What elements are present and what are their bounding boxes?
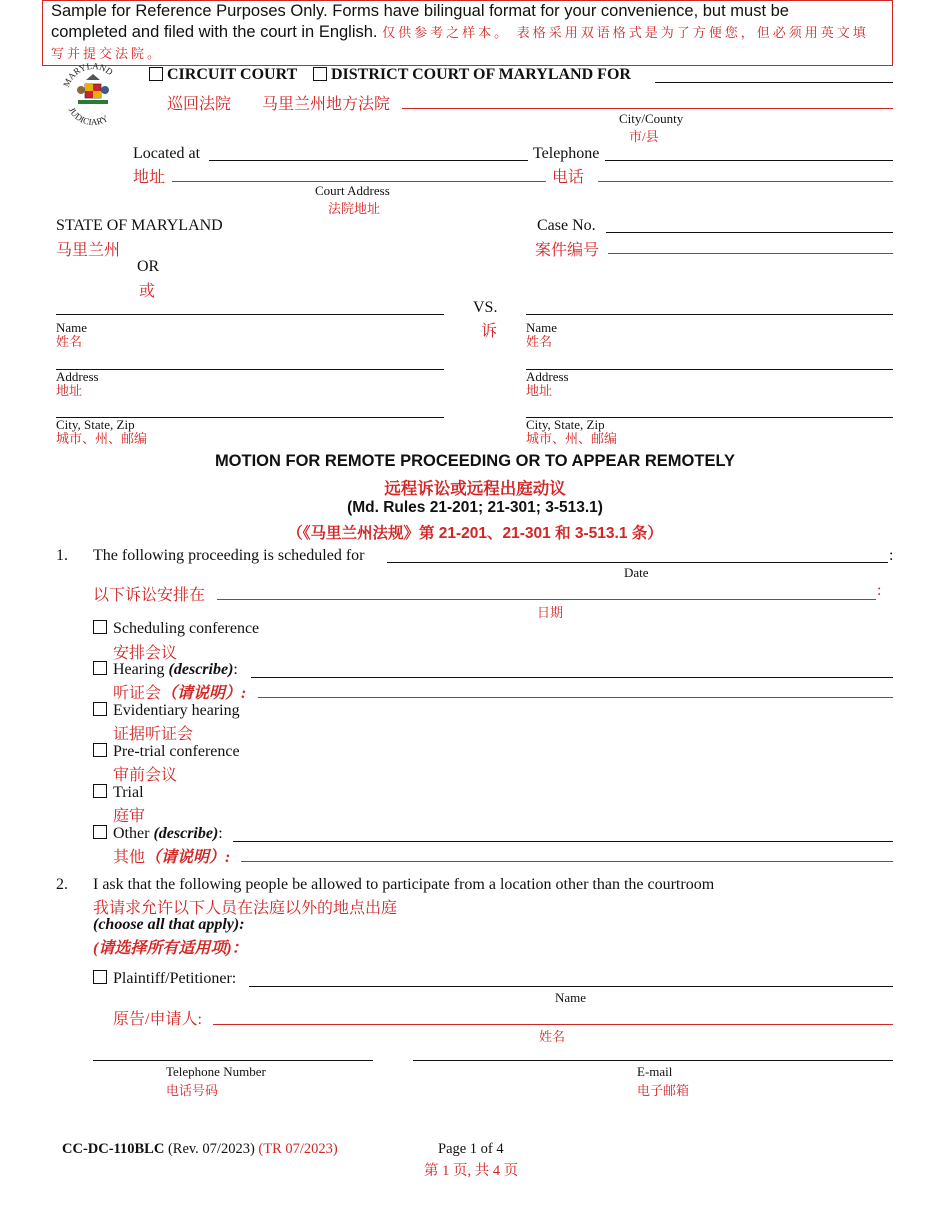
plaintiff-label: Plaintiff/Petitioner: — [113, 970, 237, 987]
form-id: CC-DC-110BLC — [62, 1141, 165, 1157]
case-no-label: Case No. — [537, 217, 596, 234]
form-title-cn: 远程诉讼或远程出庭动议 — [384, 480, 566, 498]
other-label-text-cn: 其他 — [113, 849, 146, 866]
email-caption-cn: 电子邮箱 — [637, 1083, 690, 1098]
seal-bottom-text: JUDICIARY — [66, 105, 110, 128]
trial-label-cn: 庭审 — [113, 808, 146, 825]
court-address-field-cn[interactable] — [172, 181, 546, 182]
trial-label: Trial — [113, 784, 144, 801]
form-rev: (Rev. 07/2023) — [164, 1141, 255, 1157]
hearing-label-cn — [113, 680, 246, 703]
hearing-label: Hearing (describe): — [113, 661, 238, 678]
page-number-cn: 第 1 页, 共 4 页 — [424, 1163, 519, 1179]
vs-label-cn: 诉 — [481, 323, 498, 340]
plaintiff-checkbox[interactable] — [93, 970, 107, 984]
evidentiary-hearing-label: Evidentiary hearing — [113, 702, 240, 719]
telephone-field-cn[interactable] — [598, 181, 893, 182]
svg-text:JUDICIARY — [67, 106, 110, 127]
form-title: MOTION FOR REMOTE PROCEEDING OR TO APPEAR REMOTELY — [214, 452, 736, 470]
date-caption-cn: 日期 — [537, 605, 564, 620]
plaintiff-name-field-cn[interactable] — [213, 1024, 893, 1025]
evidentiary-hearing-label-cn: 证据听证会 — [113, 726, 194, 743]
plaintiff-telephone-field[interactable] — [93, 1060, 373, 1061]
hearing-describe-cn: （请说明）: — [161, 685, 247, 702]
hearing-label-text: Hearing — [113, 661, 169, 678]
hearing-describe-field[interactable] — [251, 677, 893, 678]
or-label: OR — [137, 258, 160, 275]
other-label-cn — [113, 844, 230, 867]
left-name-caption-cn: 姓名 — [56, 334, 83, 349]
telephone-number-caption: Telephone Number — [166, 1064, 266, 1079]
proceeding-date-field-cn[interactable] — [217, 599, 876, 600]
plaintiff-name-caption: Name — [555, 990, 587, 1005]
maryland-judiciary-seal — [60, 58, 126, 130]
scheduling-conference-checkbox[interactable] — [93, 620, 107, 634]
item-1-colon: : — [889, 547, 894, 564]
right-address-caption: Address — [526, 369, 569, 384]
other-checkbox[interactable] — [93, 825, 107, 839]
proceeding-date-field[interactable] — [387, 562, 888, 563]
pre-trial-conference-label-cn: 审前会议 — [113, 767, 178, 784]
plaintiff-name-field[interactable] — [249, 986, 893, 987]
telephone-label-cn: 电话 — [552, 169, 585, 186]
circuit-court-label: CIRCUIT COURT — [167, 66, 298, 83]
right-name-caption-cn: 姓名 — [526, 334, 553, 349]
item-2-number: 2. — [56, 876, 68, 893]
other-label: Other (describe): — [113, 825, 223, 842]
or-label-cn: 或 — [139, 283, 156, 300]
form-tr: (TR 07/2023) — [254, 1141, 338, 1157]
trial-checkbox[interactable] — [93, 784, 107, 798]
city-county-field-cn[interactable] — [402, 108, 893, 109]
hearing-describe-field-cn[interactable] — [258, 697, 893, 698]
right-address-caption-cn: 地址 — [526, 383, 553, 398]
right-party-name-field[interactable] — [526, 314, 893, 315]
choose-all-label-cn: (请选择所有适用项)： — [93, 940, 248, 957]
vs-label: VS. — [473, 299, 498, 316]
pre-trial-conference-label: Pre-trial conference — [113, 743, 240, 760]
notice-chinese: 仅供参考之样本。 表格采用双语格式是为了方便您，但必须用英文填写并提交法院。 — [51, 25, 869, 61]
state-of-maryland-cn: 马里兰州 — [56, 242, 121, 259]
court-address-field[interactable] — [209, 160, 528, 161]
evidentiary-hearing-checkbox[interactable] — [93, 702, 107, 716]
form-id-footer — [62, 1141, 338, 1158]
case-no-field[interactable] — [606, 232, 893, 233]
hearing-label-text-cn: 听证会 — [113, 685, 162, 702]
right-name-caption: Name — [526, 320, 558, 335]
form-rules: (Md. Rules 21-201; 21-301; 3-513.1) — [347, 499, 603, 516]
left-city-caption: City, State, Zip — [56, 417, 135, 432]
page-number: Page 1 of 4 — [438, 1141, 504, 1157]
email-caption: E-mail — [637, 1064, 673, 1079]
hearing-describe: (describe) — [168, 661, 234, 678]
right-city-caption-cn: 城市、州、邮编 — [526, 431, 618, 446]
other-describe: (describe) — [153, 825, 219, 842]
state-of-maryland: STATE OF MARYLAND — [56, 217, 223, 234]
item-1-number: 1. — [56, 547, 68, 564]
other-describe-field-cn[interactable] — [241, 861, 893, 862]
located-at-label: Located at — [133, 145, 201, 162]
item-1-colon-cn: : — [877, 582, 882, 599]
left-name-caption: Name — [56, 320, 88, 335]
form-rules-cn: （《马里兰州法规》第 21-201、21-301 和 3-513.1 条） — [287, 525, 663, 542]
item-1-text: The following proceeding is scheduled for — [93, 547, 365, 564]
scheduling-conference-label-cn: 安排会议 — [113, 645, 178, 662]
item-1-text-cn: 以下诉讼安排在 — [93, 587, 206, 604]
item-2-text-cn: 我请求允许以下人员在法庭以外的地点出庭 — [93, 900, 398, 917]
plaintiff-label-cn: 原告/申请人: — [113, 1011, 202, 1028]
left-party-name-field[interactable] — [56, 314, 444, 315]
date-caption: Date — [624, 565, 649, 580]
scheduling-conference-label: Scheduling conference — [113, 620, 260, 637]
district-court-label-cn: 马里兰州地方法院 — [262, 96, 391, 113]
other-describe-field[interactable] — [233, 841, 893, 842]
right-party-address-field[interactable] — [526, 369, 893, 370]
right-city-caption: City, State, Zip — [526, 417, 605, 432]
notice-line-1: Sample for Reference Purposes Only. Forms have bilingual format for your convenience, but must be — [51, 2, 789, 20]
left-address-caption: Address — [56, 369, 99, 384]
item-2-text: I ask that the following people be allowed to participate from a location other than the courtroom — [93, 876, 715, 893]
left-city-caption-cn: 城市、州、邮编 — [56, 431, 148, 446]
sample-notice — [42, 0, 893, 66]
plaintiff-name-caption-cn: 姓名 — [539, 1029, 566, 1044]
city-county-caption: City/County — [619, 111, 684, 126]
other-label-text: Other — [113, 825, 154, 842]
court-address-caption-cn: 法院地址 — [328, 201, 381, 216]
plaintiff-email-field[interactable] — [413, 1060, 893, 1061]
city-county-field[interactable] — [655, 82, 893, 83]
telephone-label: Telephone — [533, 145, 600, 162]
district-court-checkbox[interactable] — [313, 67, 327, 81]
case-no-field-cn[interactable] — [608, 253, 893, 254]
circuit-court-label-cn: 巡回法院 — [167, 96, 232, 113]
left-address-caption-cn: 地址 — [56, 383, 83, 398]
notice-line-2: completed and filed with the court in English. — [51, 23, 378, 41]
circuit-court-checkbox[interactable] — [149, 67, 163, 81]
other-describe-cn: （请说明）: — [145, 849, 231, 866]
city-county-caption-cn: 市/县 — [629, 129, 659, 144]
located-at-label-cn: 地址 — [133, 169, 166, 186]
choose-all-label: (choose all that apply): — [93, 916, 245, 933]
district-court-label: DISTRICT COURT OF MARYLAND FOR — [331, 66, 631, 83]
left-party-address-field[interactable] — [56, 369, 444, 370]
case-no-label-cn: 案件编号 — [535, 242, 600, 259]
telephone-field[interactable] — [605, 160, 893, 161]
pre-trial-conference-checkbox[interactable] — [93, 743, 107, 757]
court-address-caption: Court Address — [315, 183, 390, 198]
seal-top-text: MARYLAND — [61, 60, 115, 89]
telephone-number-caption-cn: 电话号码 — [166, 1083, 219, 1098]
hearing-checkbox[interactable] — [93, 661, 107, 675]
